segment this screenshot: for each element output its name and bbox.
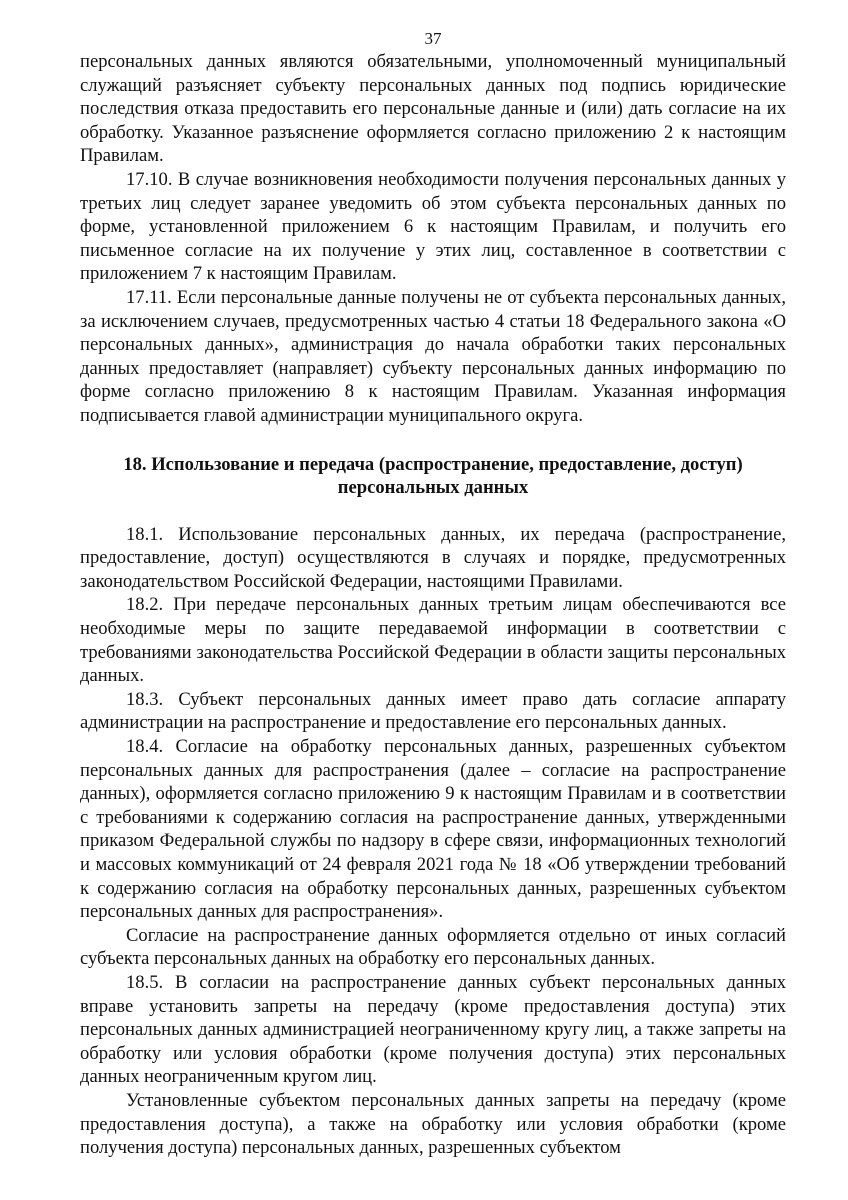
paragraph-18-4: 18.4. Согласие на обработку персональных данных, разрешенных субъектом персональных данных для распространения (далее – согласие на распространение данных), оформляется согласно приложению 9 к настоящим Правилам и в соответствии с требованиями к содержанию согласия на распространение данных, утвержденными приказом Федеральной службы по надзору в сфере связи, информационных технологий и массовых коммуникаций от 24 февраля 2021 года № 18 «Об утверждении требований к содержанию согласия на обработку персональных данных, разрешенных субъектом персональных данных для распространения».	[80, 736, 786, 923]
document-page	[80, 28, 786, 1160]
paragraphs-bottom	[80, 523, 786, 1160]
paragraph-18-2: 18.2. При передаче персональных данных третьим лицам обеспечиваются все необходимые меры по защите передаваемой информации в соответствии с требованиями законодательства Российской Федерации в области защиты персональных данных.	[80, 594, 786, 687]
paragraph-18-5: 18.5. В согласии на распространение данных субъект персональных данных вправе установить запреты на передачу (кроме предоставления доступа) этих персональных данных администрацией неограниченному кругу лиц, а также запреты на обработку или условия обработки (кроме получения доступа) этих персональных данных неограниченным кругом лиц.	[80, 971, 786, 1088]
paragraph-continuation: персональных данных являются обязательными, уполномоченный муниципальный служащий разъясняет субъекту персональных данных под подпись юридические последствия отказа предоставить его персональные данные и (или) дать согласие на их обработку. Указанное разъяснение оформляется согласно приложению 2 к настоящим Правилам.	[80, 51, 786, 167]
paragraph-17-11: 17.11. Если персональные данные получены не от субъекта персональных данных, за исключением случаев, предусмотренных частью 4 статьи 18 Федерального закона «О персональных данных», администрация до начала обработки таких персональных данных предоставляет (направляет) субъекту персональных данных информацию по форме согласно приложению 8 к настоящим Правилам. Указанная информация подписывается главой администрации муниципального округа.	[80, 286, 786, 426]
page-number: 37	[424, 29, 442, 48]
paragraph-17-10: 17.10. В случае возникновения необходимости получения персональных данных у третьих лиц следует заранее уведомить об этом субъекта персональных данных по форме, установленной приложением 6 к настоящим Правилам, и получить его письменное согласие на их получение у этих лиц, составленное в соответствии с приложением 7 к настоящим Правилам.	[80, 168, 786, 285]
spacer	[80, 428, 786, 453]
paragraph-18-1: 18.1. Использование персональных данных, их передача (распространение, предоставление, доступ) осуществляются в случаях и порядке, предусмотренных законодательством Российской Федерации, настоящими Правилами.	[80, 523, 786, 592]
spacer	[80, 500, 786, 523]
paragraphs-top	[80, 50, 786, 428]
paragraph-18-4-consent: Согласие на распространение данных оформляется отдельно от иных согласий субъекта персональных данных на обработку его персональных данных.	[80, 924, 786, 970]
paragraph-18-5-restrictions: Установленные субъектом персональных данных запреты на передачу (кроме предоставления доступа), а также на обработку или условия обработки (кроме получения доступа) персональных данных, разрешенных субъектом	[80, 1089, 786, 1159]
paragraph-18-3: 18.3. Субъект персональных данных имеет право дать согласие аппарату администрации на распространение и предоставление его персональных данных.	[80, 688, 786, 734]
section-heading: 18. Использование и передача (распространение, предоставление, доступ) персональных данных	[123, 453, 743, 499]
